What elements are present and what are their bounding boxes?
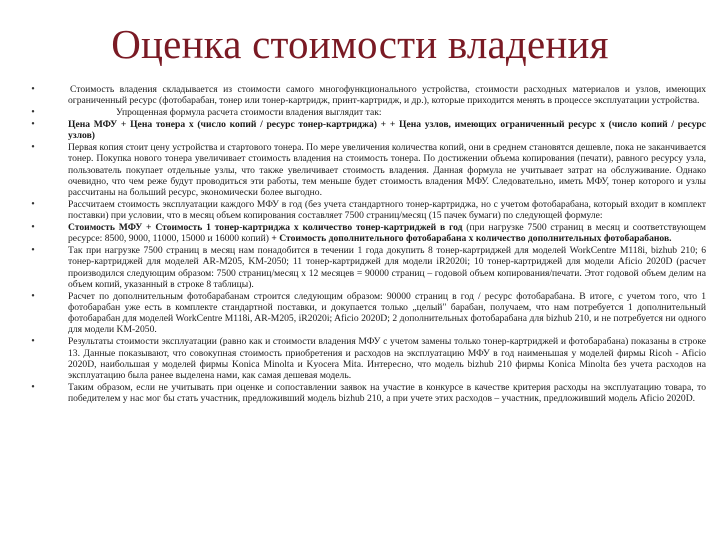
slide-title: Оценка стоимости владения bbox=[111, 21, 609, 67]
bullet-text bbox=[68, 199, 706, 221]
bullet-item bbox=[28, 222, 706, 245]
text-segment: (при нагрузке 7500 страниц в месяц и соответствующем ресурсе: 8500, 9000, 11000, 15000 и 16000 копий) bbox=[68, 221, 706, 245]
bullet-item bbox=[28, 119, 706, 142]
text-segment: Упрощенная формула расчета стоимости владения выглядит так: bbox=[116, 107, 382, 119]
bullet-text bbox=[68, 84, 706, 106]
text-segment: Расчет по дополнительным фотобарабанам строится следующим образом: 90000 страниц в год / ресурс фотобарабана. В итоге, с учетом того, что 1 фотобарабан уже есть в комплекте стандартной поставки, и докупается только „целый" барабан, получаем, что нам потребуется 1 дополнительный фотобарабан для моделей WorkCentre M118i, AR-M205, iR2020i; Aficio 2020D; 2 дополнительных фотобарабана для bizhub 210, и не потребуется ни одного для модели KM-2050. bbox=[68, 290, 706, 336]
text-segment: Таким образом, если не учитывать при оценке и сопоставлении заявок на участие в конкурсе в качестве критерия расходы на эксплуатацию товара, то победителем у нас мог бы стать участник, предложивший модель bizhub 210, а при учете этих расходов – участник, предложивший модель Aficio 2020D. bbox=[68, 381, 706, 405]
bullet-dot-icon: • bbox=[31, 84, 35, 95]
bullet-text bbox=[68, 336, 706, 381]
bullet-list bbox=[28, 84, 706, 405]
bullet-dot-icon: • bbox=[31, 245, 35, 257]
bullet-text bbox=[68, 142, 706, 198]
bullet-dot-icon: • bbox=[31, 336, 35, 348]
bullet-item bbox=[28, 84, 706, 107]
bullet-dot-icon: • bbox=[31, 198, 35, 210]
text-segment: Стоимость владения складывается из стоимости самого многофункционального устройства, стоимости расходных материалов и узлов, имеющих ограниченный ресурс (фотобарабан, тонер или тонер-картридж, принт-картридж, и др.), которые приходится менять в процессе эксплуатации устройства. bbox=[68, 84, 706, 107]
bullet-dot-icon: • bbox=[31, 142, 35, 154]
bullet-item bbox=[28, 199, 706, 222]
bullet-dot-icon: • bbox=[31, 118, 35, 130]
bullet-dot-icon: • bbox=[31, 221, 35, 233]
bullet-text bbox=[68, 222, 706, 244]
bullet-text bbox=[68, 245, 706, 290]
bullet-item bbox=[28, 245, 706, 290]
bullet-text bbox=[68, 291, 706, 336]
bullet-text bbox=[68, 382, 706, 404]
bullet-item bbox=[28, 336, 706, 381]
bullet-dot-icon: • bbox=[31, 381, 35, 393]
bold-text-segment: Стоимость МФУ + Стоимость 1 тонер-картриджа x количество тонер-картриджей в год bbox=[68, 221, 463, 233]
bullet-text bbox=[68, 119, 706, 141]
text-segment: Первая копия стоит цену устройства и стартового тонера. По мере увеличения количества копий, они в среднем становятся дешевле, пока не заканчивается тонер. Покупка нового тонера увеличивает стоимость владения на стоимость тонера. По достижении объема копирования (печати), равного ресурсу узла, пользователь покупает отдельные узлы, что также увеличивает стоимость владения. Данная формула не учитывает затрат на обслуживание. Однако очевидно, что чем реже будут проводиться эти работы, тем меньше будет стоимость владения МФУ. Следовательно, иметь МФУ, тонер которого и узлы рассчитаны на больший ресурс, экономически более выгодно. bbox=[68, 142, 706, 199]
bullet-text bbox=[68, 107, 382, 118]
text-segment: Так при нагрузке 7500 страниц в месяц нам понадобится в течении 1 года докупить 8 тонер-картриджей для моделей WorkCentre M118i, bizhub 210; 6 тонер-картриджей для моделей AR-M205, KM-2050; 11 тонер-картриджей для модели iR2020i; 10 тонер-картриджей для модели Aficio 2020D (расчет производился следующим образом: 7500 страниц/месяц x 12 месяцев = 90000 страниц – годовой объем копирования/печати. Этот годовой объем делим на объем копий, указанный в строке 8 таблицы). bbox=[68, 245, 706, 290]
bullet-item bbox=[28, 291, 706, 336]
text-segment: Результаты стоимости эксплуатации (равно как и стоимости владения МФУ с учетом замены только тонер-картриджей и фотобарабана) показаны в строке 13. Данные показывают, что совокупная стоимость приобретения и расходов на эксплуатацию МФУ в год наименьшая у моделей фирмы Ricoh - Aficio 2020D, наибольшая у моделей фирмы Konica Minolta и Kyocera Mita. Интересно, что модель bizhub 210 фирмы Konica Minolta без учета расходов на эксплуатацию была ранее выделена нами, как самая дешевая модель. bbox=[68, 336, 706, 381]
bullet-dot-icon: • bbox=[31, 107, 35, 119]
bullet-dot-icon: • bbox=[31, 290, 35, 302]
bullet-item bbox=[28, 382, 706, 405]
bullet-item bbox=[28, 107, 706, 118]
text-segment: Рассчитаем стоимость эксплуатации каждого МФУ в год (без учета стандартного тонер-картриджа, но с учетом фотобарабана, который входит в комплект поставки) при условии, что в месяц объем копирования составляет 7500 страниц/месяц (15 пачек бумаги) по следующей формуле: bbox=[68, 198, 706, 222]
bullet-item bbox=[28, 142, 706, 198]
bold-text-segment: Цена МФУ + Цена тонера x (число копий / ресурс тонер-картриджа) + + Цена узлов, имеющих ограниченный ресурс x (число копий / ресурс узлов) bbox=[68, 118, 706, 142]
bold-text-segment: + Стоимость дополнительного фотобарабана x количество дополнительных фотобарабанов. bbox=[271, 233, 672, 245]
